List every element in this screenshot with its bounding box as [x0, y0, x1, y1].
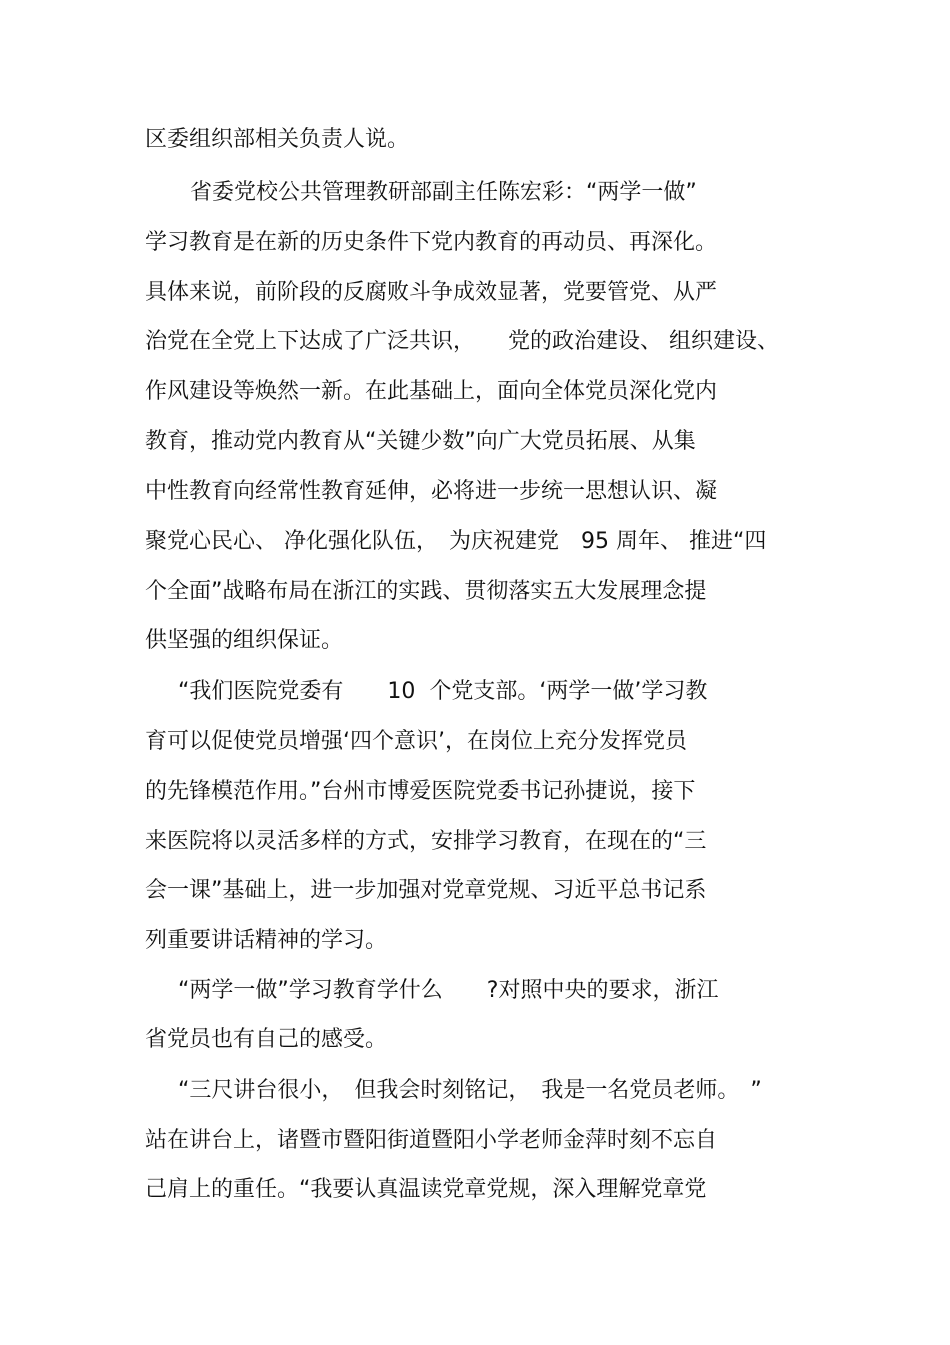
text-line: 作风建设等焕然一新。在此基础上，面向全体党员深化党内 — [145, 379, 718, 404]
text-line: “三尺讲台很小， 但我会时刻铭记， 我是一名党员老师。 ” — [178, 1078, 762, 1103]
text-line: 己肩上的重任。“我要认真温读党章党规，深入理解党章党 — [145, 1177, 707, 1202]
text-line: 聚党心民心、 净化强化队伍， 为庆祝建党 95 周年、 推进“四 — [145, 529, 767, 554]
text-line: 省委党校公共管理教研部副主任陈宏彩：“两学一做” — [190, 180, 697, 205]
text-line: “两学一做”学习教育学什么 ?对照中央的要求，浙江 — [178, 978, 719, 1003]
text-line: “我们医院党委有 10 个党支部。‘两学一做’学习教 — [178, 679, 708, 704]
text-line: 来医院将以灵活多样的方式，安排学习教育，在现在的“三 — [145, 829, 707, 854]
text-line: 治党在全党上下达成了广泛共识， 党的政治建设、 组织建设、 — [145, 329, 779, 354]
text-line: 供坚强的组织保证。 — [145, 628, 344, 653]
text-line: 区委组织部相关负责人说。 — [145, 127, 410, 152]
text-line: 育可以促使党员增强‘四个意识’，在岗位上充分发挥党员 — [145, 729, 687, 754]
text-line: 的先锋模范作用。”台州市博爱医院党委书记孙捷说，接下 — [145, 779, 696, 804]
text-line: 站在讲台上，诸暨市暨阳街道暨阳小学老师金萍时刻不忘自 — [145, 1128, 718, 1153]
text-line: 省党员也有自己的感受。 — [145, 1027, 388, 1052]
text-line: 教育，推动党内教育从“关键少数”向广大党员拓展、从集 — [145, 429, 696, 454]
text-line: 中性教育向经常性教育延伸，必将进一步统一思想认识、凝 — [145, 479, 718, 504]
text-line: 列重要讲话精神的学习。 — [145, 928, 388, 953]
text-line: 学习教育是在新的历史条件下党内教育的再动员、再深化。 — [145, 230, 718, 255]
text-line: 会一课”基础上，进一步加强对党章党规、习近平总书记系 — [145, 878, 707, 903]
text-line: 具体来说，前阶段的反腐败斗争成效显著，党要管党、从严 — [145, 280, 718, 305]
text-line: 个全面”战略布局在浙江的实践、贯彻落实五大发展理念提 — [145, 579, 707, 604]
